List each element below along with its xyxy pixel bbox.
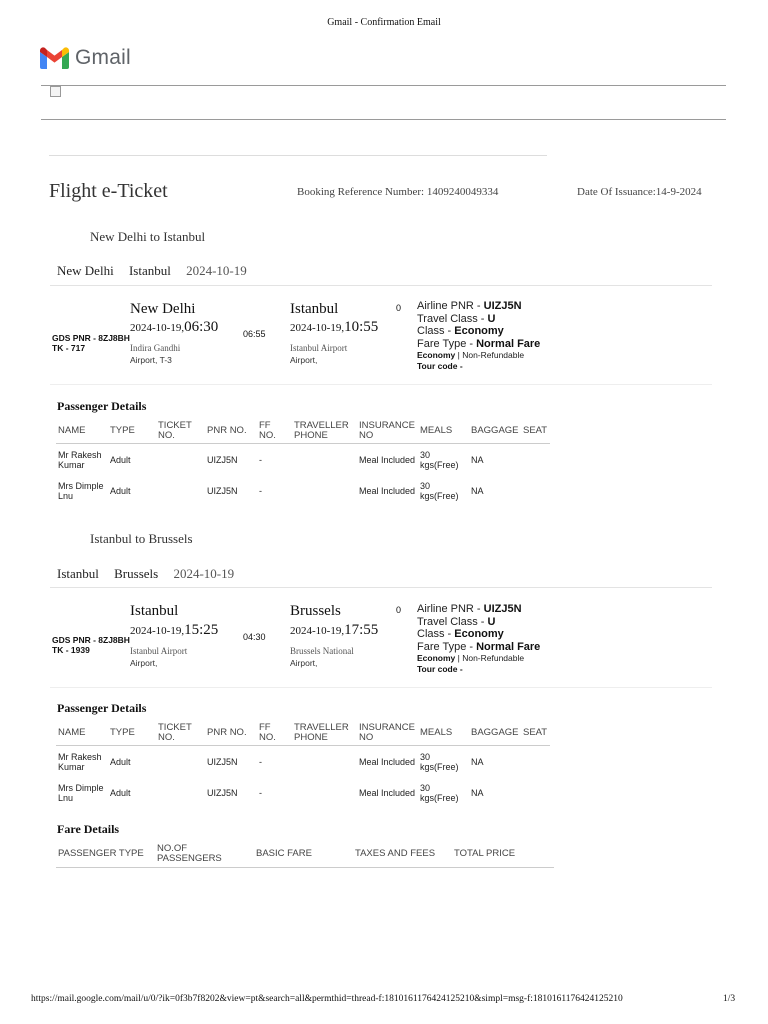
class: Economy	[454, 628, 504, 640]
pax-baggage: NA	[471, 485, 484, 496]
arrival-city: Istanbul	[290, 301, 339, 317]
divider	[50, 587, 712, 588]
pax-ticket	[156, 777, 205, 808]
passenger-table	[56, 419, 550, 506]
col-seat: SEAT	[521, 721, 550, 746]
pax-type: Adult	[110, 787, 131, 798]
pax-insurance: Meal Included	[359, 756, 416, 767]
col-insurance-no: INSURANCE NO	[357, 721, 418, 746]
refund-row	[417, 350, 540, 361]
col-passenger-type: PASSENGER TYPE	[56, 841, 155, 868]
col-baggage: BAGGAGE	[469, 419, 521, 444]
refund-row	[417, 653, 540, 664]
col-name: NAME	[56, 419, 108, 444]
arrival-time: 17:55	[344, 622, 379, 638]
pax-phone	[292, 746, 357, 778]
col-basic-fare: BASIC FARE	[254, 841, 353, 868]
airline-info	[417, 603, 540, 675]
print-footer-page: 1/3	[723, 994, 736, 1004]
col-name: NAME	[56, 721, 108, 746]
pax-name: Mr Rakesh Kumar	[58, 449, 102, 470]
gmail-logo[interactable]	[40, 46, 131, 70]
ticket-title: Flight e-Ticket	[49, 180, 168, 202]
flight-number: TK - 1939	[52, 645, 90, 655]
departure-airport: Istanbul Airport	[130, 646, 188, 656]
fare-table	[56, 841, 554, 868]
airline-info	[417, 300, 540, 372]
col-meals: MEALS	[418, 721, 469, 746]
pax-phone	[292, 475, 357, 506]
pax-baggage: NA	[471, 787, 484, 798]
pax-seat	[521, 746, 550, 778]
pax-insurance: Meal Included	[359, 787, 416, 798]
col-type: TYPE	[108, 419, 156, 444]
gmail-m-icon	[40, 47, 69, 69]
flight-duration: 06:55	[243, 329, 266, 339]
departure-airport-terminal: Airport,	[130, 658, 158, 668]
pax-phone	[292, 444, 357, 476]
class-row: Class - Economy	[417, 325, 504, 337]
pax-meals: 30 kgs(Free)	[420, 480, 459, 501]
arrival-date: 2024-10-19,	[290, 625, 345, 637]
tour-code: Tour code -	[417, 664, 463, 674]
departure-city: Istanbul	[130, 603, 179, 619]
pax-insurance: Meal Included	[359, 485, 416, 496]
route-date: 2024-10-19	[186, 263, 247, 278]
departure-city: New Delhi	[130, 301, 196, 317]
travel-class: U	[487, 312, 496, 325]
route-origin: Istanbul	[57, 566, 99, 581]
route-destination: Brussels	[114, 566, 159, 581]
passenger-table-header	[56, 419, 550, 444]
gds-pnr: GDS PNR - 8ZJ8BH	[52, 333, 130, 343]
divider	[49, 155, 547, 156]
fare-type: Normal Fare	[476, 337, 541, 350]
passenger-table	[56, 721, 550, 808]
pax-baggage: NA	[471, 454, 484, 465]
stops-count: 0	[396, 303, 402, 313]
col-insurance-no: INSURANCE NO	[357, 419, 418, 444]
col-ff-no: FF NO.	[257, 721, 292, 746]
segment-route-line	[57, 263, 259, 279]
pax-ticket	[156, 746, 205, 778]
refund-status: | Non-Refundable	[455, 653, 525, 663]
pax-meals: 30 kgs(Free)	[420, 782, 459, 803]
refund-status: | Non-Refundable	[455, 350, 525, 360]
departure-airport-terminal: Airport, T-3	[130, 355, 172, 365]
table-row	[56, 746, 550, 778]
fare-type-row: Fare Type - Normal Fare	[417, 337, 541, 350]
pax-ticket	[156, 475, 205, 506]
pax-seat	[521, 475, 550, 506]
col-ticket-no: TICKET NO.	[156, 419, 205, 444]
pax-name: Mrs Dimple Lnu	[58, 480, 104, 501]
arrival-datetime	[290, 319, 378, 336]
pax-name: Mr Rakesh Kumar	[58, 751, 102, 772]
pax-seat	[521, 777, 550, 808]
departure-datetime	[130, 622, 218, 639]
print-header-title: Gmail - Confirmation Email	[327, 17, 441, 28]
arrival-city: Brussels	[290, 603, 341, 619]
date-of-issuance: Date Of Issuance:14-9-2024	[577, 186, 702, 198]
tour-code-row	[417, 664, 540, 675]
pax-pnr: UIZJ5N	[207, 454, 238, 465]
airline-pnr: UIZJ5N	[483, 300, 522, 312]
airline-pnr-row: Airline PNR - UIZJ5N	[417, 603, 522, 615]
pax-type: Adult	[110, 454, 131, 465]
pax-ff: -	[259, 485, 262, 496]
booking-reference: Booking Reference Number: 1409240049334	[297, 186, 499, 198]
pax-meals: 30 kgs(Free)	[420, 751, 459, 772]
airline-pnr-row: Airline PNR - UIZJ5N	[417, 300, 522, 312]
segment-route-title: New Delhi to Istanbul	[90, 229, 206, 244]
departure-datetime	[130, 319, 218, 336]
departure-time: 06:30	[184, 319, 219, 335]
travel-class-row: Travel Class - U	[417, 615, 496, 628]
pax-pnr: UIZJ5N	[207, 756, 238, 767]
passenger-details-title: Passenger Details	[57, 399, 147, 413]
pax-ff: -	[259, 756, 262, 767]
table-row	[56, 444, 550, 476]
arrival-airport-terminal: Airport,	[290, 355, 318, 365]
pax-ff: -	[259, 787, 262, 798]
stops-count: 0	[396, 605, 402, 615]
divider	[41, 85, 726, 86]
fare-class: Economy	[417, 653, 456, 663]
airline-pnr: UIZJ5N	[483, 603, 522, 615]
passenger-table-header	[56, 721, 550, 746]
pax-insurance: Meal Included	[359, 454, 416, 465]
table-row	[56, 475, 550, 506]
broken-image-icon	[50, 86, 61, 97]
fare-table-header	[56, 841, 554, 868]
col-pnr-no: PNR NO.	[205, 721, 257, 746]
route-origin: New Delhi	[57, 263, 114, 278]
col-ff-no: FF NO.	[257, 419, 292, 444]
departure-time: 15:25	[184, 622, 219, 638]
divider	[41, 119, 726, 120]
pax-type: Adult	[110, 756, 131, 767]
travel-class: U	[487, 615, 496, 628]
col-total-price: TOTAL PRICE	[452, 841, 554, 868]
arrival-airport: Brussels National	[290, 646, 354, 656]
col-meals: MEALS	[418, 419, 469, 444]
pax-seat	[521, 444, 550, 476]
pax-name: Mrs Dimple Lnu	[58, 782, 104, 803]
tour-code-row	[417, 361, 540, 372]
travel-class-row: Travel Class - U	[417, 312, 496, 325]
fare-details-title: Fare Details	[57, 822, 120, 836]
divider	[50, 687, 712, 688]
class: Economy	[454, 325, 504, 337]
class-row: Class - Economy	[417, 628, 504, 640]
pax-ff: -	[259, 454, 262, 465]
departure-date: 2024-10-19,	[130, 322, 185, 334]
pax-baggage: NA	[471, 756, 484, 767]
arrival-datetime	[290, 622, 378, 639]
pax-phone	[292, 777, 357, 808]
table-row	[56, 777, 550, 808]
col-traveller-phone: TRAVELLER PHONE	[292, 721, 357, 746]
gds-pnr-block	[52, 635, 130, 655]
fare-class: Economy	[417, 350, 456, 360]
route-date: 2024-10-19	[173, 566, 235, 581]
gds-pnr: GDS PNR - 8ZJ8BH	[52, 635, 130, 645]
divider	[50, 384, 712, 385]
col-baggage: BAGGAGE	[469, 721, 521, 746]
passenger-details-title: Passenger Details	[57, 701, 147, 715]
pax-meals: 30 kgs(Free)	[420, 449, 459, 470]
col-seat: SEAT	[521, 419, 550, 444]
flight-number: TK - 717	[52, 343, 86, 353]
col-pnr-no: PNR NO.	[205, 419, 257, 444]
segment-route-line	[57, 566, 246, 582]
tour-code: Tour code -	[417, 361, 463, 371]
arrival-time: 10:55	[344, 319, 379, 335]
departure-airport: Indira Gandhi	[130, 343, 181, 353]
gmail-wordmark: Gmail	[75, 46, 131, 69]
print-footer-url: https://mail.google.com/mail/u/0/?ik=0f3b7f8202&view=pt&search=all&permthid=thread-f:1810161176424125210&simpl=msg-f:1810161176424125210	[31, 994, 623, 1004]
pax-ticket	[156, 444, 205, 476]
fare-type: Normal Fare	[476, 640, 541, 653]
flight-duration: 04:30	[243, 632, 266, 642]
arrival-airport-terminal: Airport,	[290, 658, 318, 668]
pax-type: Adult	[110, 485, 131, 496]
gds-pnr-block	[52, 333, 130, 353]
col-no-of-passengers: NO.OF PASSENGERS	[155, 841, 254, 868]
arrival-airport: Istanbul Airport	[290, 343, 348, 353]
pax-pnr: UIZJ5N	[207, 787, 238, 798]
col-traveller-phone: TRAVELLER PHONE	[292, 419, 357, 444]
route-destination: Istanbul	[128, 263, 171, 278]
fare-type-row: Fare Type - Normal Fare	[417, 640, 541, 653]
col-ticket-no: TICKET NO.	[156, 721, 205, 746]
departure-date: 2024-10-19,	[130, 625, 185, 637]
col-taxes-and-fees: TAXES AND FEES	[353, 841, 452, 868]
col-type: TYPE	[108, 721, 156, 746]
segment-route-title: Istanbul to Brussels	[90, 531, 193, 546]
arrival-date: 2024-10-19,	[290, 322, 345, 334]
divider	[50, 285, 712, 286]
pax-pnr: UIZJ5N	[207, 485, 238, 496]
